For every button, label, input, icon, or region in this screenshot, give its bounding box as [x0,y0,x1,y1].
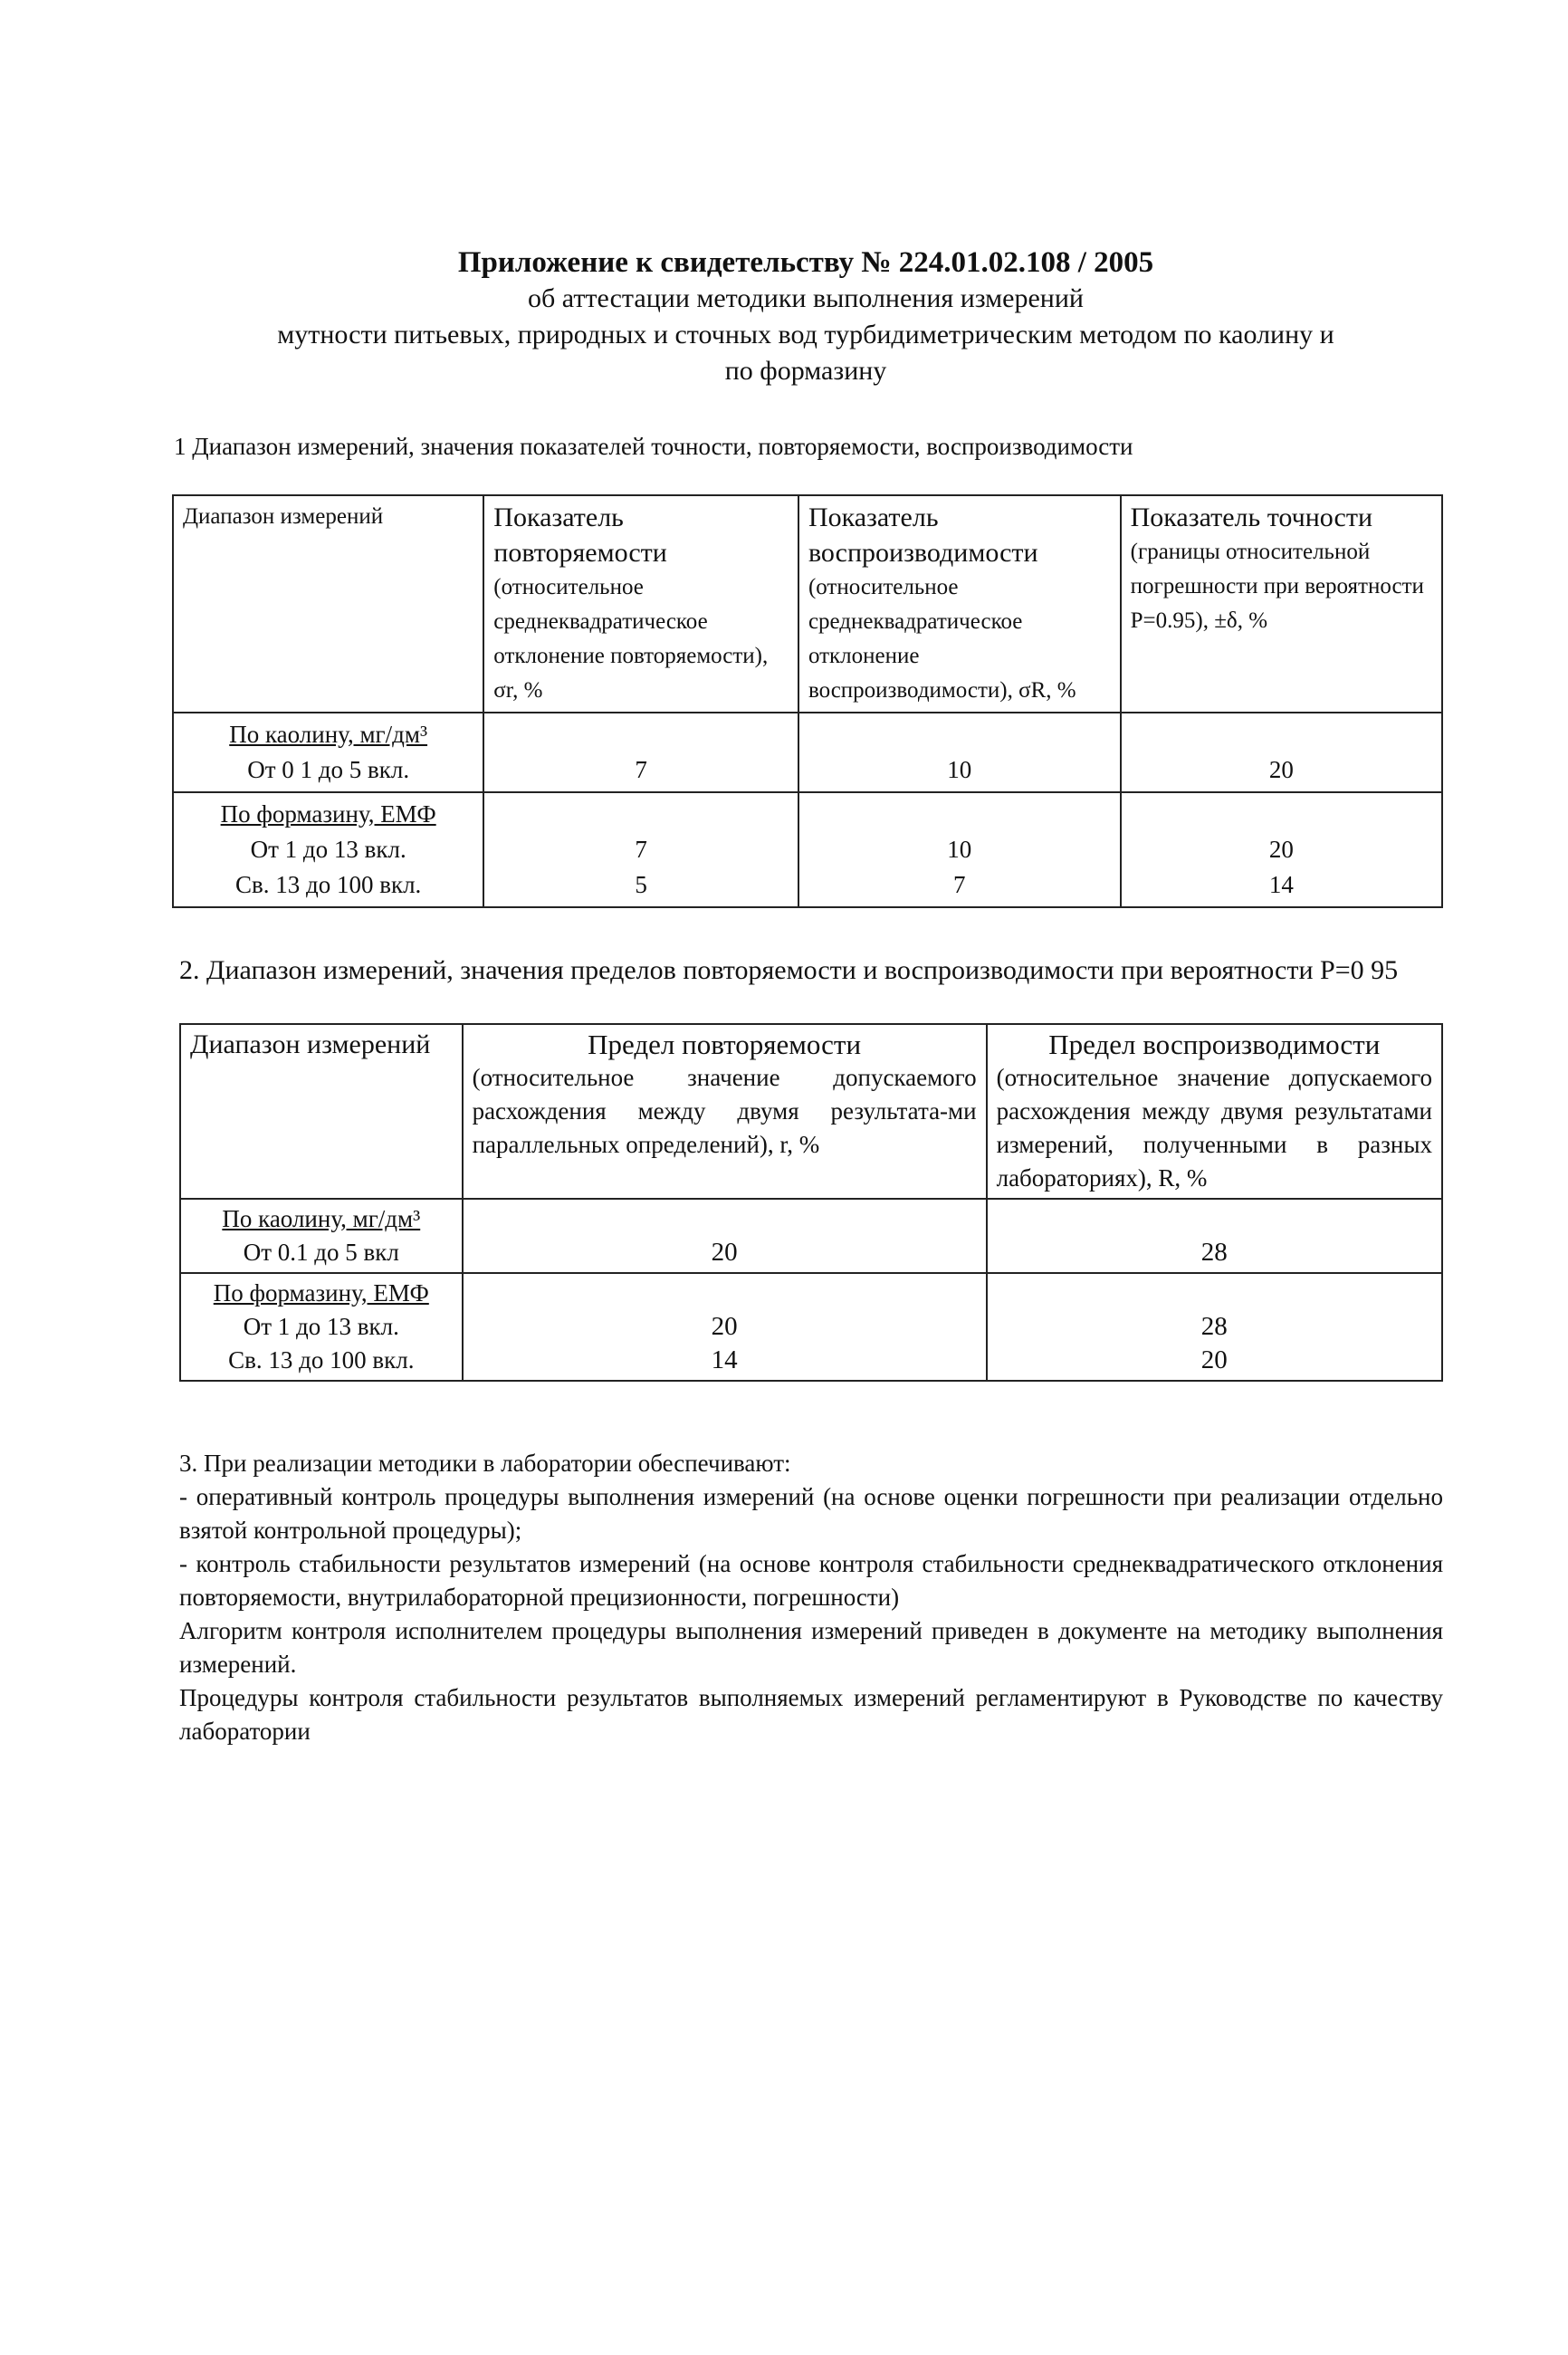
value-cell [463,1273,987,1381]
table-header-row [173,495,1442,713]
range-label: Св. 13 до 100 вкл. [228,1346,415,1374]
table-header-row [180,1024,1442,1199]
range-cell [180,1273,463,1381]
header-range: Диапазон измерений [173,495,483,713]
group-label-formazin: По формазину, ЕМФ [220,800,436,828]
header-range: Диапазон измерений [180,1024,463,1199]
value: 10 [947,836,972,863]
section-3-item-2: - контроль стабильности результатов измерений (на основе контроля стабильности среднеквадратического отклонения повторяемости, внутрилабораторной прецизионности, погрешности) [179,1550,1443,1611]
section-1-heading: 1 Диапазон измерений, значения показателей точности, повторяемости, воспроизводимости [174,433,1133,460]
group-label-formazin: По формазину, ЕМФ [213,1279,429,1307]
section-3-heading: 3. При реализации методики в лаборатории обеспечивают: [179,1450,791,1477]
header-reproducibility: Показатель воспроизводимости (относительное среднеквадратическое отклонение воспроизводимости), σR, % [798,495,1121,713]
value-cell [987,1273,1442,1381]
limits-table [179,1023,1443,1382]
value: 5 [635,871,647,898]
value-cell: 10 [798,713,1121,792]
range-label: От 1 до 13 вкл. [243,1313,399,1340]
range-cell [180,1199,463,1273]
value-cell: 7 [483,713,798,792]
section-2-heading: 2. Диапазон измерений, значения пределов повторяемости и воспроизводимости при вероятности P=0 95 [179,955,1399,985]
value-cell: 28 [987,1199,1442,1273]
range-cell [173,792,483,907]
section-3-paragraph-2: Процедуры контроля стабильности результатов выполняемых измерений регламентируют в Руководстве по качеству лаборатории [179,1684,1443,1745]
value: 20 [711,1312,738,1341]
range-label: От 0.1 до 5 вкл [243,1239,399,1266]
value-cell [483,792,798,907]
header-reproducibility-limit: Предел воспроизводимости (относительное значение допускаемого расхождения между двумя результатами измерений, полученными в разных лабораториях), R, % [987,1024,1442,1199]
range-cell [173,713,483,792]
value: 28 [1200,1312,1228,1341]
title-line-2: об аттестации методики выполнения измерений [528,283,1084,313]
range-label: От 1 до 13 вкл. [250,836,406,863]
value: 20 [1268,836,1294,863]
value: 7 [953,871,966,898]
value-cell [1121,792,1442,907]
accuracy-table [172,494,1443,908]
table-row [180,1199,1442,1273]
title-line-1: Приложение к свидетельству № 224.01.02.108 / 2005 [457,246,1154,279]
range-label: От 0 1 до 5 вкл. [247,756,410,783]
section-3-paragraph-1: Алгоритм контроля исполнителем процедуры выполнения измерений приведен в документе на методику выполнения измерений. [179,1617,1443,1678]
section-3 [179,1447,1443,1748]
value: 7 [635,836,647,863]
table-row [180,1273,1442,1381]
group-label-kaolin: По каолину, мг/дм³ [222,1205,421,1232]
header-accuracy: Показатель точности (границы относительной погрешности при вероятности P=0.95), ±δ, % [1121,495,1442,713]
section-3-item-1: - оперативный контроль процедуры выполнения измерений (на основе оценки погрешности при реализации отдельно взятой контрольной процедуры); [179,1483,1443,1544]
value: 20 [1200,1345,1228,1374]
value: 14 [711,1345,738,1374]
group-label-kaolin: По каолину, мг/дм³ [229,721,428,748]
document-title [172,244,1439,389]
value-cell [798,792,1121,907]
title-line-4: по формазину [724,356,887,386]
header-repeatability: Показатель повторяемости (относительное среднеквадратическое отклонение повторяемости), σr, % [483,495,798,713]
value: 14 [1268,871,1294,898]
table-row [173,792,1442,907]
range-label: Св. 13 до 100 вкл. [234,871,422,898]
header-repeatability-limit: Предел повторяемости (относительное значение допускаемого расхождения между двумя результата-ми параллельных определений), r, % [463,1024,987,1199]
value-cell: 20 [1121,713,1442,792]
table-row [173,713,1442,792]
title-line-3: мутности питьевых, природных и сточных вод турбидиметрическим методом по каолину и [277,320,1334,349]
value-cell: 20 [463,1199,987,1273]
